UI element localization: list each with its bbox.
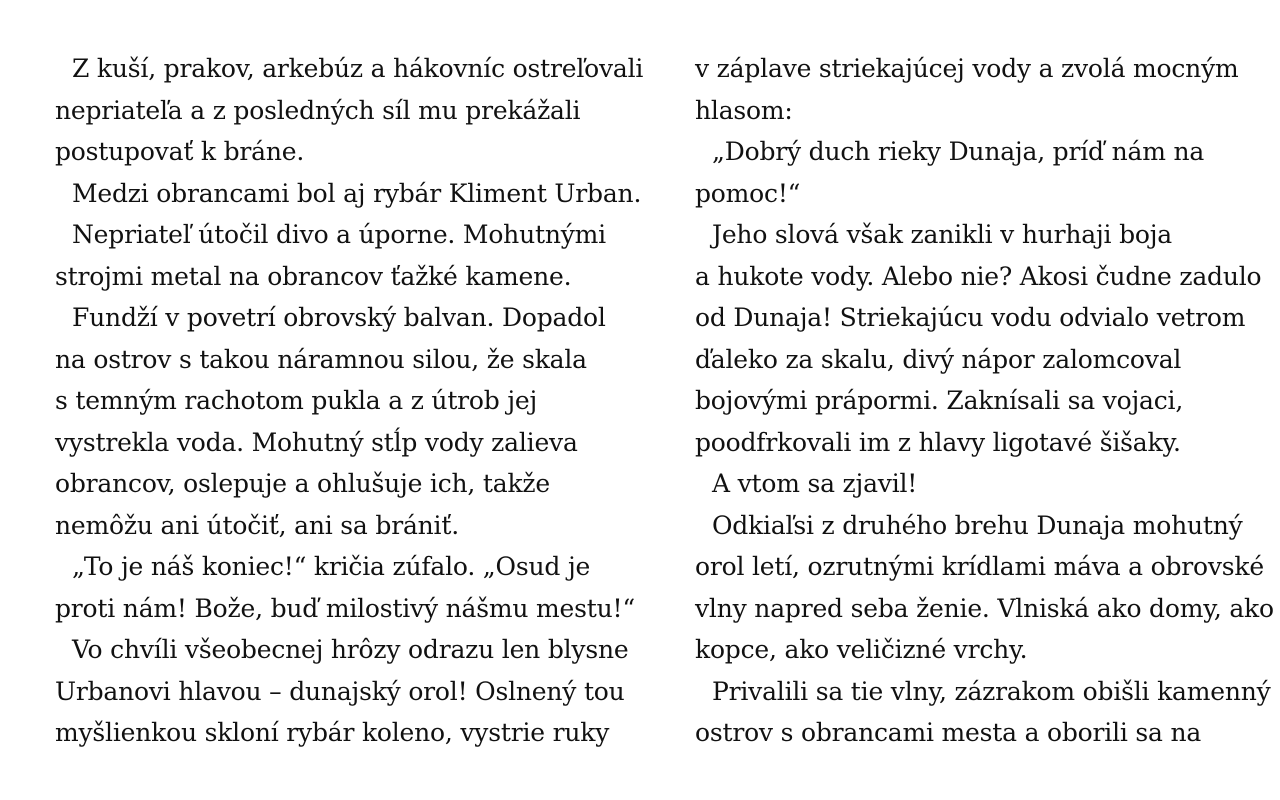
text-line: Nepriateľ útočil divo a úporne. Mohutnými: [72, 220, 606, 249]
text-line: Odkiaľsi z druhého brehu Dunaja mohutný: [712, 510, 1243, 540]
text-line: vystrekla voda. Mohutný stĺp vody zalieva: [55, 427, 578, 457]
text-line: Jeho slová však zanikli v hurhaji boja: [712, 220, 1173, 249]
text-line: Vo chvíli všeobecnej hrôzy odrazu len blysne: [72, 635, 629, 664]
text-line: a hukote vody. Alebo nie? Akosi čudne zadulo: [695, 261, 1262, 291]
text-line: „Dobrý duch rieky Dunaja, príď nám na: [712, 137, 1205, 166]
text-line: nemôžu ani útočiť, ani sa brániť.: [55, 510, 459, 540]
text-line: Fundží v povetrí obrovský balvan. Dopadol: [72, 303, 606, 332]
text-line: nepriateľa a z posledných síl mu prekážali: [55, 95, 581, 125]
text-line: bojovými prápormi. Zaknísali sa vojaci,: [695, 386, 1184, 415]
text-line: od Dunaja! Striekajúcu vodu odvialo vetrom: [695, 303, 1246, 332]
text-line: Medzi obrancami bol aj rybár Kliment Urban.: [72, 178, 642, 208]
text-line: Urbanovi hlavou – dunajský orol! Oslnený tou: [55, 676, 625, 706]
text-line: proti nám! Bože, buď milostivý nášmu mestu!“: [55, 593, 635, 623]
text-line: kopce, ako veličizné vrchy.: [695, 635, 1028, 664]
text-line: hlasom:: [695, 95, 793, 125]
text-line: s temným rachotom pukla a z útrob jej: [55, 386, 538, 415]
text-line: na ostrov s takou náramnou silou, že skala: [55, 344, 587, 374]
text-line: A vtom sa zjavil!: [712, 469, 918, 498]
text-line: pomoc!“: [695, 178, 801, 208]
right-page: [695, 48, 1275, 754]
text-line: postupovať k bráne.: [55, 137, 305, 166]
text-line: myšlienkou skloní rybár koleno, vystrie ruky: [55, 718, 610, 747]
text-line: v záplave striekajúcej vody a zvolá mocným: [695, 54, 1239, 83]
text-line: vlny napred seba ženie. Vlniská ako domy, ako: [695, 593, 1274, 623]
text-line: Z kuší, prakov, arkebúz a hákovníc ostreľovali: [72, 54, 644, 83]
text-line: orol letí, ozrutnými krídlami máva a obrovské: [695, 552, 1264, 581]
text-line: poodfrkovali im z hlavy ligotavé šišaky.: [695, 427, 1181, 457]
text-line: ďaleko za skalu, divý nápor zalomcoval: [695, 344, 1182, 374]
text-line: ostrov s obrancami mesta a oborili sa na: [695, 718, 1202, 747]
text-line: obrancov, oslepuje a ohlušuje ich, takže: [55, 469, 550, 498]
text-line: „To je náš koniec!“ kričia zúfalo. „Osud je: [72, 552, 591, 581]
text-line: strojmi metal na obrancov ťažké kamene.: [55, 261, 572, 291]
left-page: [55, 48, 644, 754]
text-line: Privalili sa tie vlny, zázrakom obišli kamenný: [712, 676, 1271, 706]
